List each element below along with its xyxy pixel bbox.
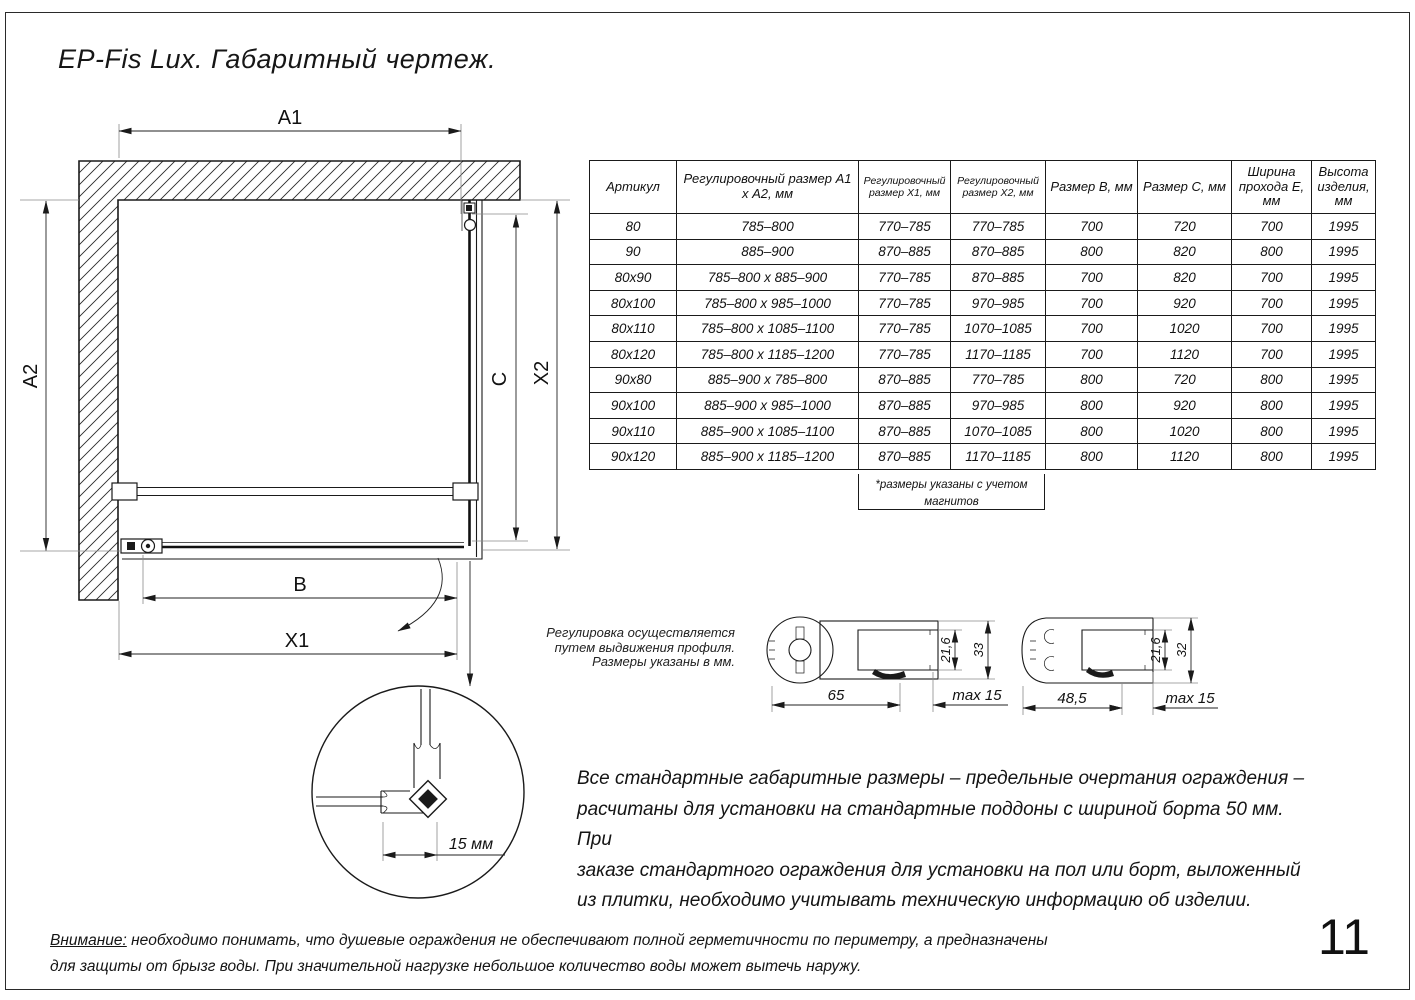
table-row bbox=[590, 214, 1376, 240]
table-cell: 1120 bbox=[1138, 341, 1232, 367]
table-cell: 820 bbox=[1138, 265, 1232, 291]
support-bar bbox=[112, 483, 478, 500]
table-cell: 800 bbox=[1046, 239, 1138, 265]
table-cell: 870–885 bbox=[951, 239, 1046, 265]
table-cell: 700 bbox=[1232, 290, 1312, 316]
table-row bbox=[590, 265, 1376, 291]
dim-label-a2: A2 bbox=[20, 363, 42, 389]
table-row bbox=[590, 444, 1376, 470]
table-cell: 870–885 bbox=[859, 444, 951, 470]
table-cell: 785–800 х 1185–1200 bbox=[677, 341, 859, 367]
table-cell: 1995 bbox=[1312, 393, 1376, 419]
table-cell: 80х110 bbox=[590, 316, 677, 342]
table-row bbox=[590, 367, 1376, 393]
table-cell: 820 bbox=[1138, 239, 1232, 265]
wall-hinge bbox=[121, 539, 162, 553]
table-row bbox=[590, 316, 1376, 342]
table-cell: 80 bbox=[590, 214, 677, 240]
paragraph-line: Все стандартные габаритные размеры – предельные очертания ограждения – bbox=[577, 768, 1305, 789]
warning-label: Внимание: bbox=[50, 932, 127, 949]
table-cell: 700 bbox=[1046, 316, 1138, 342]
table-cell: 885–900 х 785–800 bbox=[677, 367, 859, 393]
profile-left-outer-label: 33 bbox=[971, 642, 986, 658]
table-cell: 1995 bbox=[1312, 418, 1376, 444]
table-cell: 1170–1185 bbox=[951, 444, 1046, 470]
table-cell: 870–885 bbox=[859, 367, 951, 393]
table-cell: 800 bbox=[1046, 367, 1138, 393]
dim-label-x2: X2 bbox=[531, 360, 553, 386]
table-cell: 700 bbox=[1046, 214, 1138, 240]
table-cell: 720 bbox=[1138, 214, 1232, 240]
table-cell: 770–785 bbox=[859, 316, 951, 342]
paragraph-line: из плитки, необходимо учитывать техническую информацию об изделии. bbox=[577, 890, 1252, 911]
spec-table-body bbox=[590, 214, 1376, 470]
col-header-size-c: Размер С, мм bbox=[1138, 161, 1232, 214]
table-cell: 870–885 bbox=[859, 393, 951, 419]
table-cell: 700 bbox=[1232, 214, 1312, 240]
table-cell: 800 bbox=[1046, 444, 1138, 470]
table-cell: 800 bbox=[1232, 367, 1312, 393]
profile-left-width-label: 65 bbox=[827, 687, 845, 704]
profile-right-inner-label: 21,6 bbox=[1148, 637, 1163, 663]
adjustment-note-line: путем выдвижения профиля. bbox=[554, 639, 735, 655]
col-header-article: Артикул bbox=[590, 161, 677, 214]
col-header-pass-width: Ширина прохода Е, мм bbox=[1232, 161, 1312, 214]
table-cell: 885–900 х 1185–1200 bbox=[677, 444, 859, 470]
detail-dim-label: 15 мм bbox=[448, 836, 494, 853]
table-cell: 1120 bbox=[1138, 444, 1232, 470]
table-cell: 800 bbox=[1232, 444, 1312, 470]
table-cell: 1995 bbox=[1312, 290, 1376, 316]
door-swing-arc bbox=[398, 558, 442, 631]
table-cell: 90х110 bbox=[590, 418, 677, 444]
table-cell: 800 bbox=[1046, 418, 1138, 444]
table-row bbox=[590, 290, 1376, 316]
table-row bbox=[590, 418, 1376, 444]
table-cell: 770–785 bbox=[951, 367, 1046, 393]
table-cell: 770–785 bbox=[859, 214, 951, 240]
table-cell: 90х80 bbox=[590, 367, 677, 393]
adjustment-note bbox=[545, 626, 735, 670]
table-footnote: *размеры указаны с учетом магнитов bbox=[858, 474, 1045, 510]
table-cell: 785–800 х 885–900 bbox=[677, 265, 859, 291]
table-cell: 885–900 х 1085–1100 bbox=[677, 418, 859, 444]
table-cell: 700 bbox=[1046, 290, 1138, 316]
dim-label-b: B bbox=[293, 574, 307, 596]
table-cell: 870–885 bbox=[859, 239, 951, 265]
adjustment-note-line: Регулировка осуществляется bbox=[546, 625, 735, 640]
paragraph-line: заказе стандартного ограждения для установки на пол или борт, выложенный bbox=[577, 859, 1301, 881]
adjustment-note-line: Размеры указаны в мм. bbox=[592, 654, 735, 669]
table-cell: 770–785 bbox=[859, 290, 951, 316]
table-cell: 770–785 bbox=[951, 214, 1046, 240]
table-cell: 920 bbox=[1138, 393, 1232, 419]
table-cell: 80х90 bbox=[590, 265, 677, 291]
table-cell: 1995 bbox=[1312, 367, 1376, 393]
warning-line2: для защиты от брызг воды. При значительной нагрузке небольшое количество воды может вытечь наружу. bbox=[50, 958, 862, 975]
table-cell: 1070–1085 bbox=[951, 316, 1046, 342]
table-cell: 700 bbox=[1232, 265, 1312, 291]
profile-section-left bbox=[767, 617, 1008, 712]
table-cell: 1170–1185 bbox=[951, 341, 1046, 367]
table-cell: 800 bbox=[1232, 393, 1312, 419]
table-cell: 885–900 х 985–1000 bbox=[677, 393, 859, 419]
table-cell: 1020 bbox=[1138, 316, 1232, 342]
table-cell: 1020 bbox=[1138, 418, 1232, 444]
table-cell: 80х120 bbox=[590, 341, 677, 367]
table-header-row bbox=[590, 161, 1376, 214]
table-row bbox=[590, 239, 1376, 265]
table-row bbox=[590, 341, 1376, 367]
col-header-height: Высота изделия, мм bbox=[1312, 161, 1376, 214]
dim-label-a1: A1 bbox=[277, 107, 303, 129]
table-cell: 700 bbox=[1232, 341, 1312, 367]
table-cell: 90х100 bbox=[590, 393, 677, 419]
table-row bbox=[590, 393, 1376, 419]
table-cell: 870–885 bbox=[859, 418, 951, 444]
dim-label-c: C bbox=[489, 371, 511, 387]
table-cell: 785–800 х 985–1000 bbox=[677, 290, 859, 316]
table-cell: 785–800 х 1085–1100 bbox=[677, 316, 859, 342]
page-title: EP-Fis Lux. Габаритный чертеж. bbox=[58, 44, 497, 74]
table-cell: 770–785 bbox=[859, 341, 951, 367]
table-cell: 870–885 bbox=[951, 265, 1046, 291]
table-cell: 920 bbox=[1138, 290, 1232, 316]
profile-section-right bbox=[1022, 618, 1218, 715]
table-cell: 770–785 bbox=[859, 265, 951, 291]
profile-right-max-label: max 15 bbox=[1165, 690, 1215, 707]
table-cell: 785–800 bbox=[677, 214, 859, 240]
table-cell: 700 bbox=[1232, 316, 1312, 342]
warning-note bbox=[50, 928, 1090, 980]
table-cell: 700 bbox=[1046, 341, 1138, 367]
col-header-adjust-a1a2: Регулировочный размер А1 х А2, мм bbox=[677, 161, 859, 214]
table-cell: 700 bbox=[1046, 265, 1138, 291]
dim-label-x1: X1 bbox=[284, 630, 310, 652]
table-cell: 80х100 bbox=[590, 290, 677, 316]
table-cell: 1995 bbox=[1312, 265, 1376, 291]
profile-right-outer-label: 32 bbox=[1174, 642, 1189, 658]
table-cell: 720 bbox=[1138, 367, 1232, 393]
paragraph-line: расчитаны для установки на стандартные поддоны с шириной борта 50 мм. При bbox=[577, 798, 1284, 850]
table-cell: 885–900 bbox=[677, 239, 859, 265]
table-cell: 90 bbox=[590, 239, 677, 265]
table-cell: 800 bbox=[1232, 418, 1312, 444]
table-cell: 800 bbox=[1046, 393, 1138, 419]
col-header-adjust-x2: Регулировочный размер Х2, мм bbox=[951, 161, 1046, 214]
table-cell: 1995 bbox=[1312, 444, 1376, 470]
table-cell: 1995 bbox=[1312, 341, 1376, 367]
col-header-size-b: Размер В, мм bbox=[1046, 161, 1138, 214]
table-cell: 1070–1085 bbox=[951, 418, 1046, 444]
profile-left-max-label: max 15 bbox=[952, 687, 1002, 704]
table-cell: 970–985 bbox=[951, 290, 1046, 316]
table-cell: 90х120 bbox=[590, 444, 677, 470]
warning-line1 bbox=[50, 928, 1090, 954]
col-header-adjust-x1: Регулировочный размер Х1, мм bbox=[859, 161, 951, 214]
wall-section bbox=[79, 161, 520, 600]
warning-line1-rest: необходимо понимать, что душевые ограждения не обеспечивают полной герметичности по периметру, а предназначены bbox=[126, 932, 1048, 949]
table-cell: 1995 bbox=[1312, 316, 1376, 342]
page-number: 11 bbox=[1318, 909, 1370, 965]
spec-table bbox=[589, 160, 1376, 470]
table-cell: 970–985 bbox=[951, 393, 1046, 419]
table-cell: 1995 bbox=[1312, 214, 1376, 240]
profile-left-inner-label: 21,6 bbox=[938, 637, 953, 663]
detail-view bbox=[312, 686, 524, 898]
profile-right-width-label: 48,5 bbox=[1057, 690, 1087, 707]
table-cell: 1995 bbox=[1312, 239, 1376, 265]
standard-sizes-paragraph bbox=[577, 764, 1317, 917]
table-cell: 800 bbox=[1232, 239, 1312, 265]
